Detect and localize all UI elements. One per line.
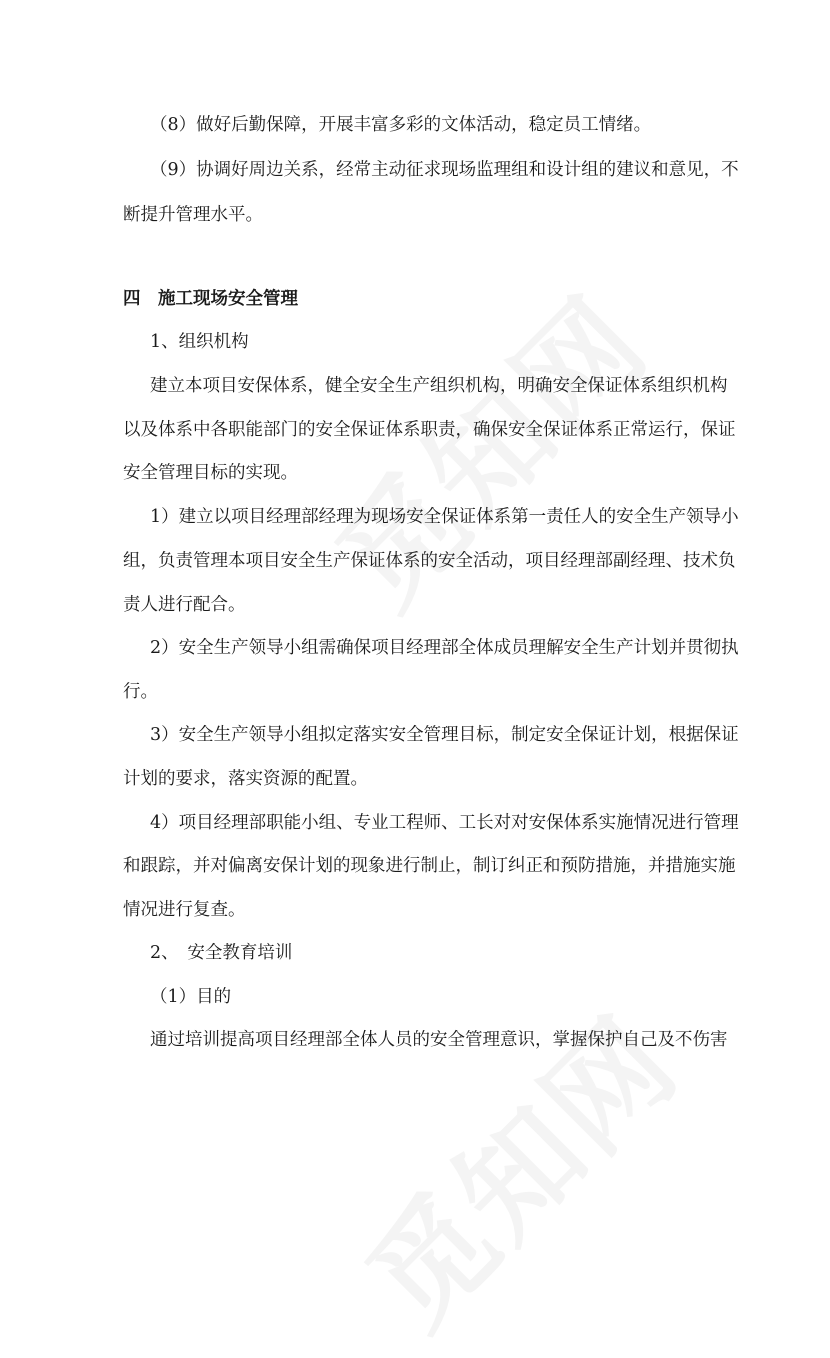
item-4-line-2: 和跟踪，并对偏离安保计划的现象进行制止，制订纠正和预防措施，并措施实施 bbox=[123, 856, 736, 876]
paragraph-9-line-2: 断提升管理水平。 bbox=[123, 205, 263, 225]
item-3-line-1: 3）安全生产领导小组拟定落实安全管理目标，制定安全保证计划，根据保证 bbox=[150, 725, 739, 745]
item-1-line-3: 责人进行配合。 bbox=[123, 595, 246, 615]
subsection-1-title: 1、组织机构 bbox=[150, 332, 249, 352]
purpose-line-1: 通过培训提高项目经理部全体人员的安全管理意识，掌握保护自己及不伤害 bbox=[150, 1030, 728, 1050]
org-paragraph-line-3: 安全管理目标的实现。 bbox=[123, 463, 298, 483]
item-1-line-2: 组，负责管理本项目安全生产保证体系的安全活动，项目经理部副经理、技术负 bbox=[123, 551, 736, 571]
purpose-title: （1）目的 bbox=[150, 987, 232, 1007]
item-2-line-1: 2）安全生产领导小组需确保项目经理部全体成员理解安全生产计划并贯彻执 bbox=[150, 638, 739, 658]
item-4-line-3: 情况进行复查。 bbox=[123, 900, 246, 920]
paragraph-8: （8）做好后勤保障，开展丰富多彩的文体活动，稳定员工情绪。 bbox=[150, 115, 652, 135]
item-3-line-2: 计划的要求，落实资源的配置。 bbox=[123, 769, 368, 789]
section-4-title: 四 施工现场安全管理 bbox=[123, 289, 298, 309]
item-2-line-2: 行。 bbox=[123, 682, 158, 702]
paragraph-9-line-1: （9）协调好周边关系，经常主动征求现场监理组和设计组的建议和意见，不 bbox=[150, 160, 739, 180]
subsection-2-title: 2、 安全教育培训 bbox=[150, 943, 293, 963]
item-4-line-1: 4）项目经理部职能小组、专业工程师、工长对对安保体系实施情况进行管理 bbox=[150, 813, 739, 833]
org-paragraph-line-1: 建立本项目安保体系，健全安全生产组织机构，明确安全保证体系组织机构 bbox=[150, 376, 728, 396]
item-1-line-1: 1）建立以项目经理部经理为现场安全保证体系第一责任人的安全生产领导小 bbox=[150, 507, 739, 527]
org-paragraph-line-2: 以及体系中各职能部门的安全保证体系职责，确保安全保证体系正常运行，保证 bbox=[123, 420, 736, 440]
